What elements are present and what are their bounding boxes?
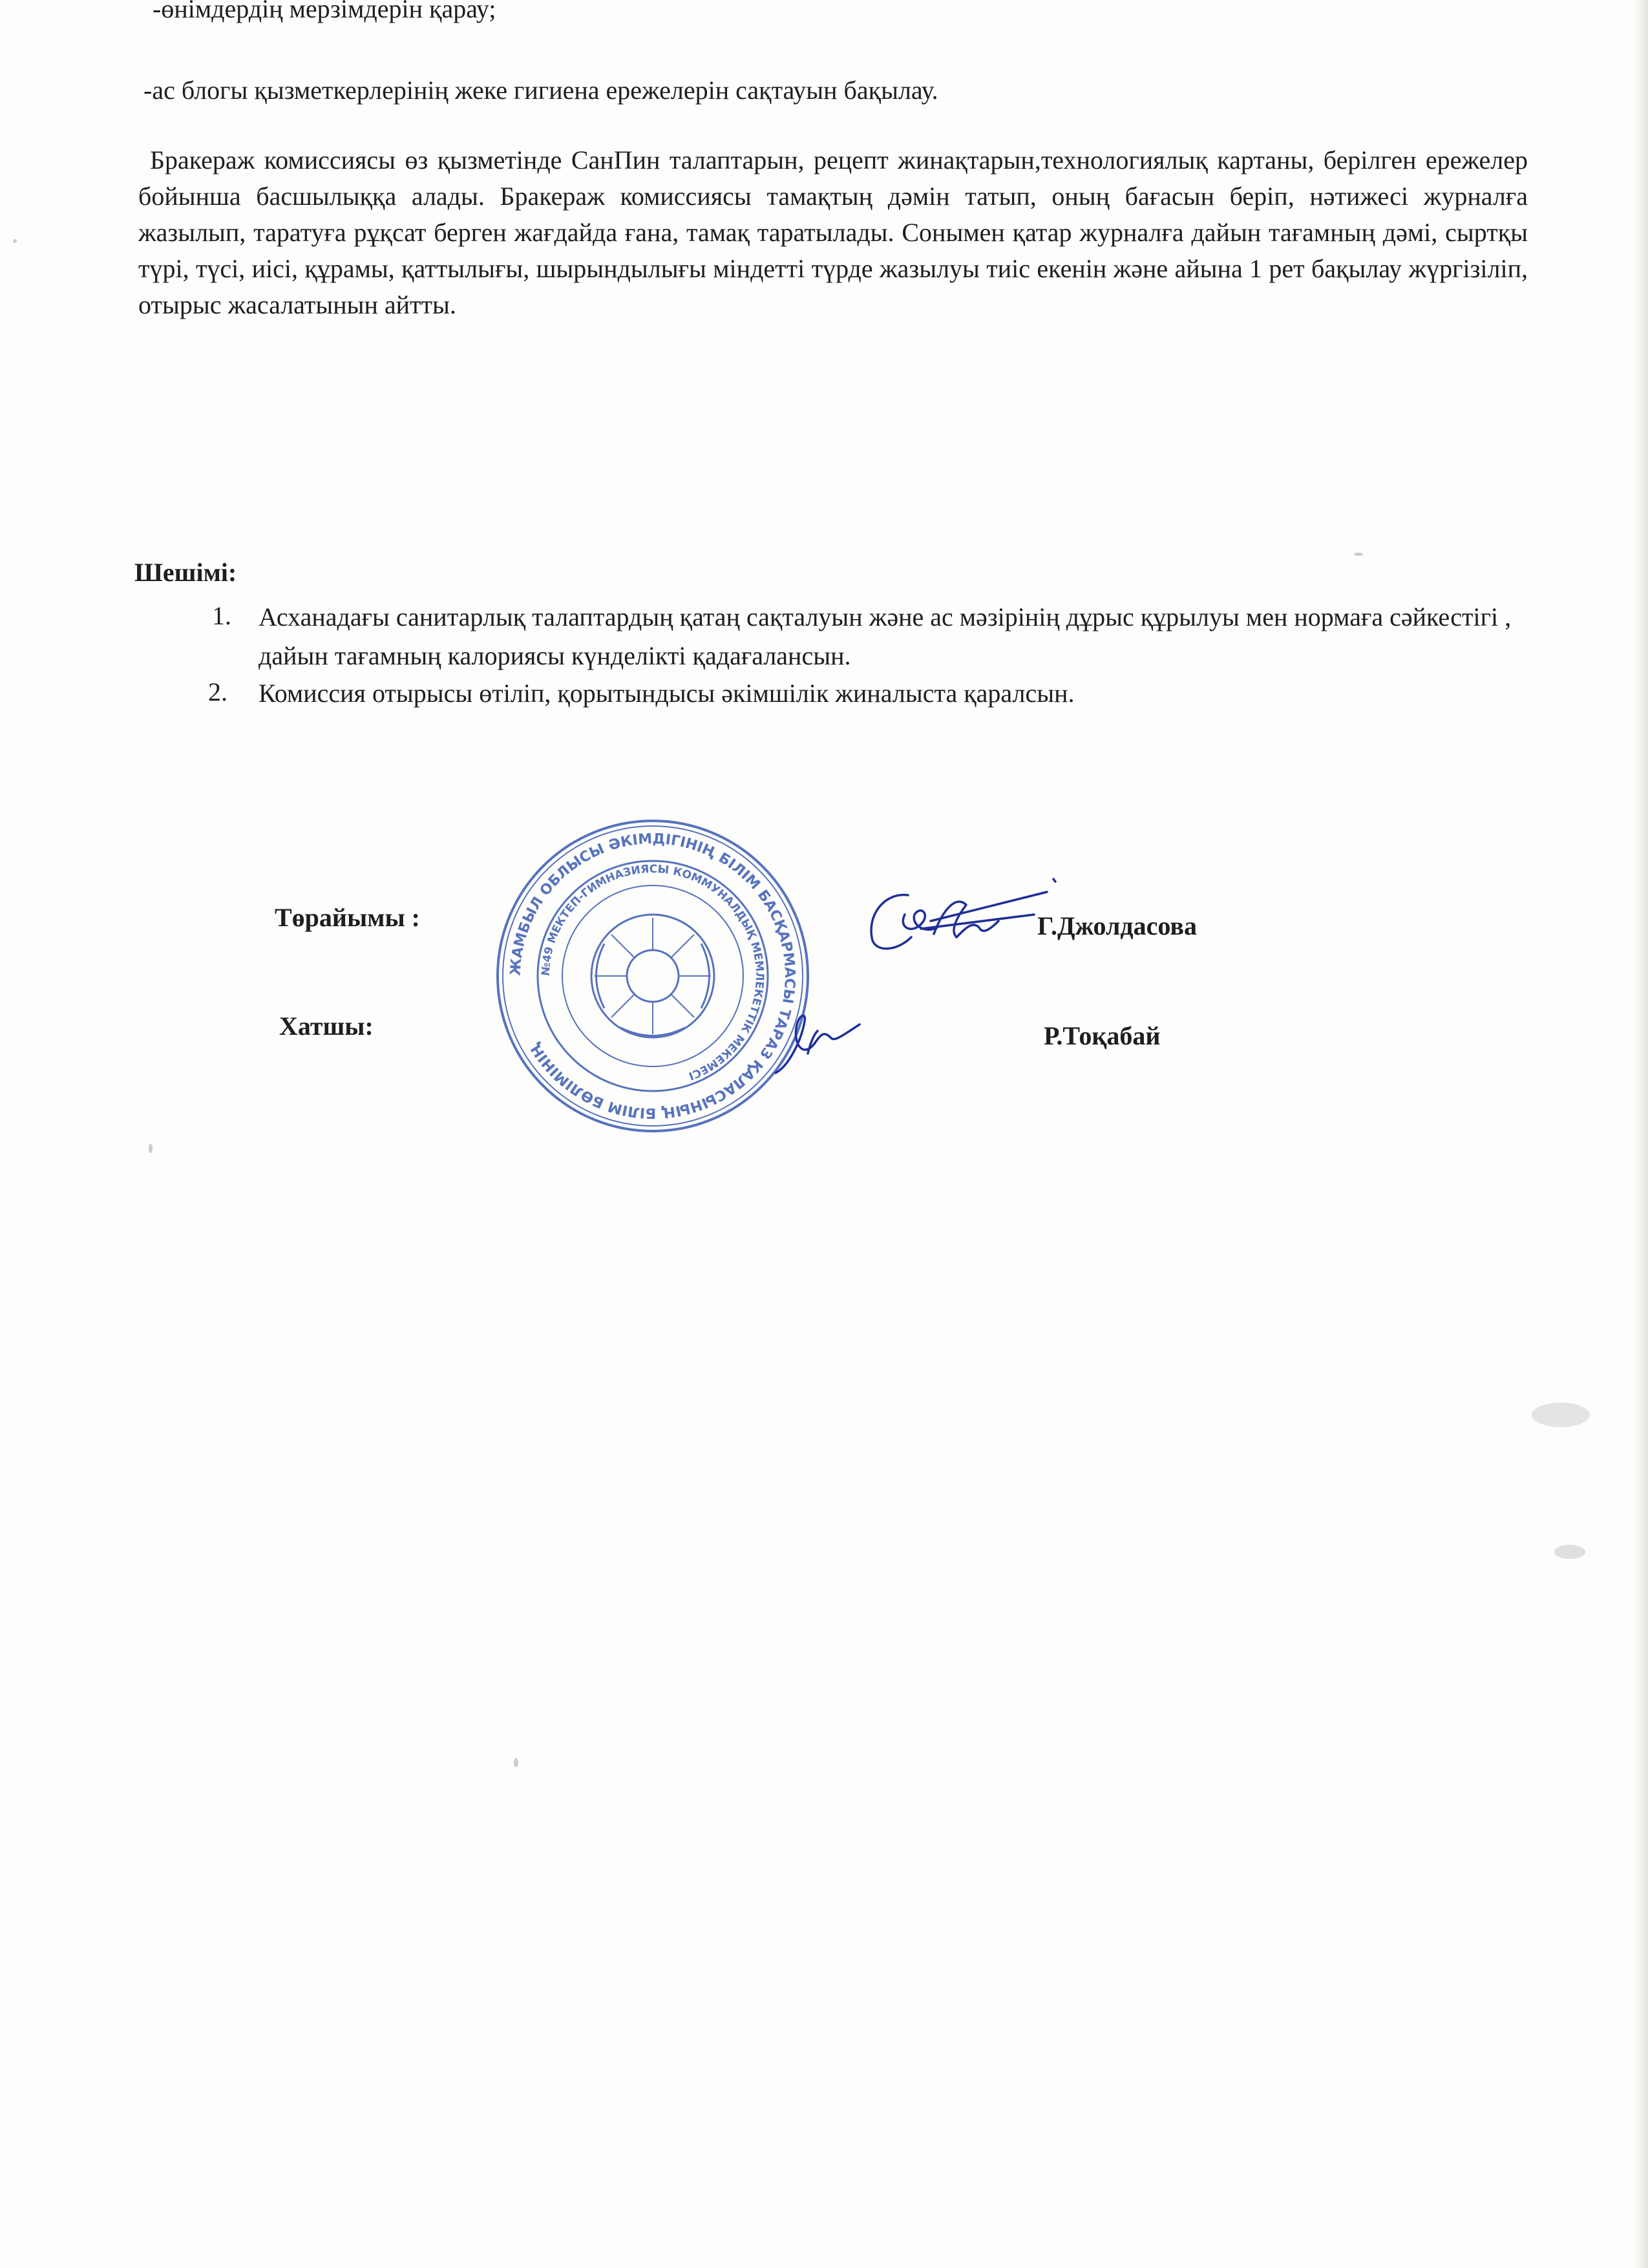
- scan-speck: [13, 239, 17, 243]
- chair-name: Г.Джолдасова: [1037, 911, 1197, 940]
- chair-label: Төрайымы :: [275, 903, 420, 932]
- decision-title: Шешімі:: [134, 558, 237, 587]
- commission-paragraph: Бракераж комиссиясы өз қызметінде СанПин талаптарын, рецепт жинақтарын,технологиялық картаны, берілген ережелер бойынша басшылыққа алады. Бракераж комиссиясы тамақтың дәмін татып, оның бағасын беріп, нәтижесі журналға жазылып, таратуға рұқсат берген жағдайда ғана, тамақ таратылады. Сонымен қатар журналға дайын тағамның дәмі, сыртқы түрі, түсі, иісі, құрамы, қаттылығы, шырындылығы міндетті түрде жазылуы тиіс екенін және айына 1 рет бақылау жүргізіліп, отырыс жасалатынын айтты.: [138, 145, 1528, 319]
- secretary-label: Хатшы:: [279, 1012, 374, 1041]
- page-edge-shadow: [1634, 0, 1648, 2268]
- svg-text:№49 МЕКТЕП-ГИМНАЗИЯСЫ КОММУНАЛ: [540, 863, 766, 1083]
- scan-speck: [1532, 1403, 1590, 1427]
- official-stamp-icon: [491, 814, 814, 1138]
- decision-item-2-text: Комиссия отырысы өтіліп, қорытындысы әкімшілік жиналыста қаралсын.: [259, 679, 1075, 708]
- scan-speck: [514, 1758, 518, 1767]
- stamp-inner-text: №49 МЕКТЕП-ГИМНАЗИЯСЫ КОММУНАЛДЫҚ МЕМЛЕКЕТТІК МЕКЕМЕСІ: [539, 862, 766, 1083]
- scan-speck: [1554, 1545, 1585, 1559]
- decision-item-2-number: 2.: [208, 677, 227, 706]
- scan-speck: [1354, 553, 1363, 556]
- stamp-outer-text: ЖАМБЫЛ ОБЛЫСЫ ӘКІМДІГІНІҢ БІЛІМ БАСҚАРМАСЫ ТАРАЗ ҚАЛАСЫНЫҢ БІЛІМ БӨЛІМІНІҢ: [507, 831, 798, 1121]
- secretary-name: Р.Тоқабай: [1044, 1021, 1161, 1050]
- bullet-check-expiry: -өнімдердің мерзімдерін қарау;: [153, 0, 496, 23]
- decision-item-1-number: 1.: [212, 601, 231, 630]
- chair-signature-icon: [860, 869, 1060, 966]
- secretary-signature-icon: [769, 995, 866, 1086]
- bullet-hygiene-control: -ас блогы қызметкерлерінің жеке гигиена ережелерін сақтауын бақылау.: [143, 76, 938, 105]
- decision-item-1-text: Асханадағы санитарлық талаптардың қатаң сақталуын және ас мәзірінің дұрыс құрылуы мен нормаға сәйкестігі , дайын тағамның калориясы күнделікті қадағалансын.: [259, 602, 1512, 670]
- scan-speck: [149, 1144, 153, 1153]
